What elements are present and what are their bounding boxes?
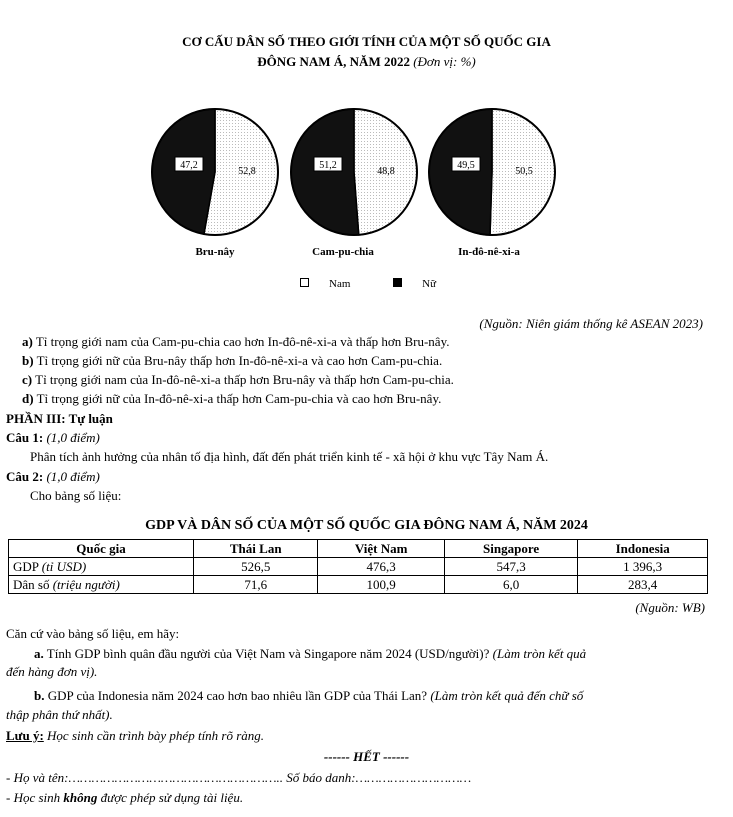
part3-heading: PHẦN III: Tự luận [6,411,113,426]
svg-text:48,8: 48,8 [377,166,395,177]
row-label-gdp: GDP (tỉ USD) [9,558,194,576]
header-indonesia: Indonesia [578,540,708,558]
svg-text:47,2: 47,2 [180,160,198,171]
pie-value-nu-1 [314,157,342,171]
table-row [9,558,708,576]
questions-intro: Căn cứ vào bảng số liệu, em hãy: [6,626,180,641]
option-b: b) Tỉ trọng giới nữ của Bru-nây thấp hơn In-đô-nê-xi-a và cao hơn Cam-pu-chia. [22,353,443,368]
table-title: GDP VÀ DÂN SỐ CỦA MỘT SỐ QUỐC GIA ĐÔNG NAM Á, NĂM 2024 [145,518,588,533]
row-label-population: Dân số (triệu người) [9,576,194,594]
pie-slice-nu-0 [152,109,215,234]
pie-label-bru-nay: Bru-nây [195,246,235,258]
pie-slice-nu-2 [429,109,492,235]
cell-gdp-indonesia: 1 396,3 [578,558,708,576]
svg-text:52,8: 52,8 [238,166,256,177]
pie-charts [0,95,733,255]
chart-title-line-2 [0,54,733,70]
cell-pop-indonesia: 283,4 [578,576,708,594]
cell-pop-thai-lan: 71,6 [194,576,318,594]
pie-label-in-do-ne-xi-a: In-đô-nê-xi-a [458,246,520,258]
table-row [9,576,708,594]
legend-item-nam: Nam [300,278,370,290]
question-2-intro: Cho bảng số liệu: [30,488,122,503]
pie-value-nu-0 [175,157,203,171]
table-header-row [9,540,708,558]
cell-gdp-viet-nam: 476,3 [318,558,444,576]
cell-gdp-singapore: 547,3 [444,558,578,576]
svg-text:49,5: 49,5 [457,160,475,171]
rule-line: - Học sinh không được phép sử dụng tài liệu. [6,790,244,805]
pie-label-cam-pu-chia: Cam-pu-chia [312,246,374,258]
svg-text:50,5: 50,5 [515,166,533,177]
header-country: Quốc gia [9,540,194,558]
pie-value-nam-0 [238,166,256,177]
question-a-continued: đến hàng đơn vị). [6,664,98,679]
name-line: - Họ và tên:……………………………………………….. Số báo danh:………………………… [6,770,472,785]
header-singapore: Singapore [444,540,578,558]
question-b: b. GDP của Indonesia năm 2024 cao hơn bao nhiêu lần GDP của Thái Lan? (Làm tròn kết quả đến chữ số [34,688,584,703]
question-b-continued: thập phân thứ nhất). [6,707,113,722]
svg-text:51,2: 51,2 [319,160,337,171]
chart-title-text: ĐÔNG NAM Á, NĂM 2022 [257,54,410,69]
chart-title-line-1: CƠ CẤU DÂN SỐ THEO GIỚI TÍNH CỦA MỘT SỐ QUỐC GIA [182,34,551,49]
option-c: c) Tỉ trọng giới nam của In-đô-nê-xi-a thấp hơn Bru-nây và thấp hơn Cam-pu-chia. [22,372,454,387]
data-table [8,539,708,594]
cell-pop-singapore: 6,0 [444,576,578,594]
question-1-text: Phân tích ảnh hưởng của nhân tố địa hình, đất đến phát triển kinh tế - xã hội ở khu vực Tây Nam Á. [30,449,549,464]
header-thai-lan: Thái Lan [194,540,318,558]
question-1-header: Câu 1: (1,0 điểm) [6,430,100,445]
legend-swatch-nam [300,278,309,287]
table-source: (Nguồn: WB) [635,600,705,615]
question-a: a. Tính GDP bình quân đầu người của Việt Nam và Singapore năm 2024 (USD/người)? (Làm tròn kết quả [34,646,587,661]
pie-value-nam-2 [515,166,533,177]
header-viet-nam: Việt Nam [318,540,444,558]
end-marker: ------ HẾT ------ [323,749,410,764]
question-2-header: Câu 2: (1,0 điểm) [6,469,100,484]
cell-pop-viet-nam: 100,9 [318,576,444,594]
option-d: d) Tỉ trọng giới nữ của In-đô-nê-xi-a thấp hơn Cam-pu-chia và cao hơn Bru-nây. [22,391,442,406]
pie-value-nu-2 [452,157,480,171]
legend-item-nu: Nữ [393,278,456,290]
option-a: a) Tỉ trọng giới nam của Cam-pu-chia cao hơn In-đô-nê-xi-a và thấp hơn Bru-nây. [22,334,450,349]
note: Lưu ý: Học sinh cần trình bày phép tính rõ ràng. [6,728,265,743]
pie-slice-nu-1 [291,109,359,235]
chart-legend [300,278,476,290]
chart-unit: (Đơn vị: %) [413,54,476,69]
legend-swatch-nu [393,278,402,287]
chart-source: (Nguồn: Niên giám thống kê ASEAN 2023) [479,316,703,331]
pie-value-nam-1 [377,166,395,177]
cell-gdp-thai-lan: 526,5 [194,558,318,576]
